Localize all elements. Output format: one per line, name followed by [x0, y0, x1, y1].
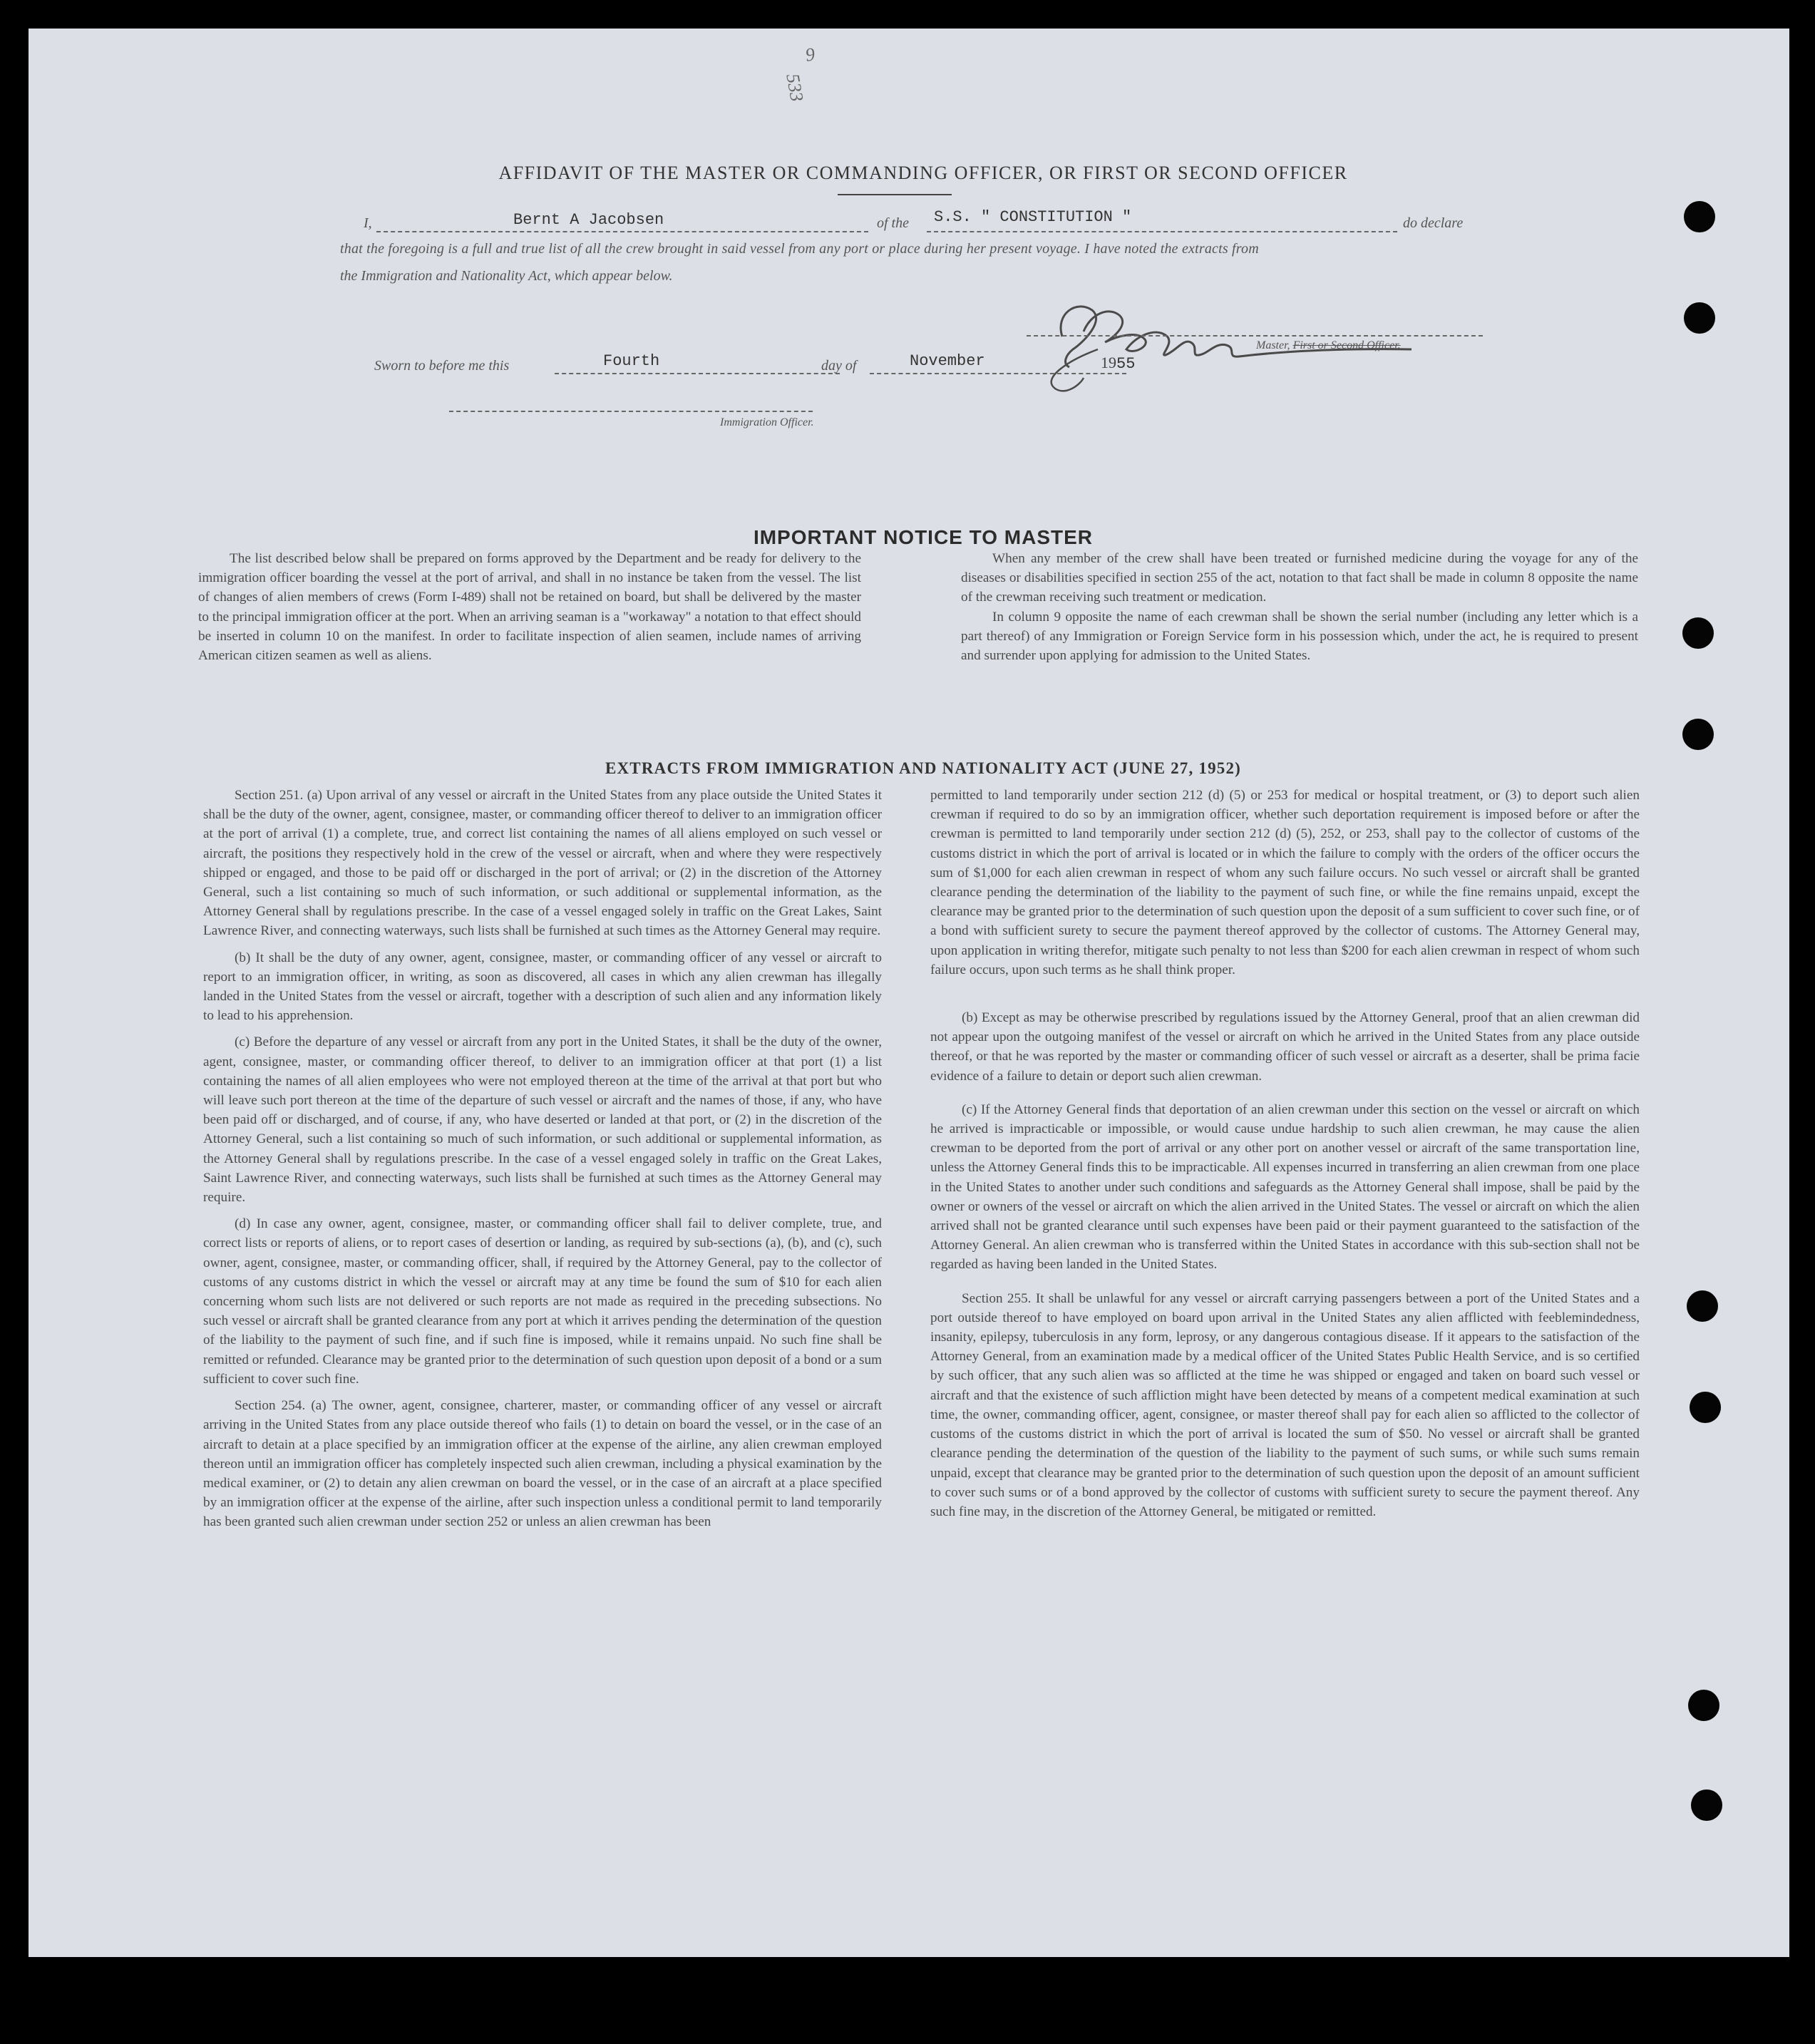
i-label: I, — [364, 215, 372, 231]
affidavit-title: AFFIDAVIT OF THE MASTER OR COMMANDING OFFICER, OR FIRST OR SECOND OFFICER — [498, 163, 1348, 183]
extract-paragraph: Section 254. (a) The owner, agent, consignee, charterer, master, or commanding officer of any vessel or aircraft arriving in the United States from any place outside thereof who fails (1) to detain on board the vessel, or in the case of an aircraft to detain at a place specified by an immigration officer at the expense of the airline, any alien crewman employed thereon until an immigration officer has completely inspected such alien crewman, including a physical examination by the medical examiner, or (2) to detain any alien crewman on board the vessel, or in the case of an aircraft at a place specified by an immigration officer at the expense of the airline, after such inspection unless a conditional permit to land temporarily has been granted such alien crewman under section 252 or unless an alien crewman has been — [203, 1398, 882, 1530]
binder-hole — [1684, 201, 1715, 232]
binder-hole — [1682, 617, 1714, 649]
notice-left-column — [198, 549, 861, 665]
master-title: Master, — [1256, 339, 1290, 351]
notice-paragraph: In column 9 opposite the name of each crewman shall be shown the serial number (including any letter which is a part thereof) of any Immigration or Foreign Service form in his possession which, under the act, he is required to present and surrender upon applying for admission to the United States. — [961, 609, 1638, 664]
of-the-label: of the — [877, 215, 909, 231]
officer-name-line — [376, 231, 868, 232]
sworn-label: Sworn to before me this — [374, 358, 510, 374]
extract-paragraph: (d) In case any owner, agent, consignee, master, or commanding officer shall fail to deliver complete, true, and correct lists or reports of aliens, or to report cases of desertion or landing, as required by sub-sections (a), (b), and (c), such owner, agent, consignee, master, or commanding officer, shall, if required by the Attorney General, pay to the collector of customs of any customs district in which the vessel or aircraft may at any time be found the sum of $10 for each alien concerning whom such lists are not delivered or such reports are not made as required in the preceding subsections. No such vessel or aircraft shall be granted clearance from any port at which it arrives pending the determination of the question of the liability to the payment of such fine, and if such fine is imposed, while it remains unpaid. No such fine shall be remitted or refunded. Clearance may be granted prior to the determination of such question upon deposit of a bond or a sum sufficient to cover such fine. — [203, 1216, 882, 1387]
sworn-year — [1101, 354, 1135, 373]
immigration-officer-label: Immigration Officer. — [720, 416, 814, 428]
sworn-month-line — [870, 373, 1126, 374]
declaration-text-line-2: the Immigration and Nationality Act, which appear below. — [340, 268, 673, 284]
sworn-day-line — [555, 373, 840, 374]
extract-paragraph: permitted to land temporarily under section 212 (d) (5) or 253 for medical or hospital treatment, or (3) to deport such alien crewman if required to do so by an immigration officer, whether such deportation requirement is imposed before or after the crewman is permitted to land temporarily under section 212 (d) (5), 252, or 253, shall pay to the collector of customs of the customs district in which the port of arrival is located or in which the failure to comply with the orders of the officer occurs the sum of $1,000 for each alien crewman in respect of whom any such failure occurs. No such vessel or aircraft shall be granted clearance pending the determination of the liability to the payment of such fine, or while the fine remains unpaid, except the clearance may be granted prior to the determination of such question upon the deposit of a sum sufficient to cover such fine, or of a bond with sufficient surety to secure the payment thereof approved by the collector of customs. The Attorney General may, upon application in writing therefor, mitigate such penalty to not less than $200 for each alien crewman in respect of whom such failure occurs, upon such terms as he shall think proper. — [930, 788, 1640, 977]
extracts-left-column — [203, 786, 882, 1532]
binder-hole — [1682, 719, 1714, 750]
do-declare-label: do declare — [1403, 215, 1464, 231]
immigration-officer-line — [449, 411, 813, 412]
binder-hole — [1688, 1690, 1719, 1721]
title-divider — [838, 194, 952, 195]
year-suffix: 55 — [1116, 355, 1136, 373]
binder-hole — [1691, 1789, 1722, 1821]
vessel-name: S.S. " CONSTITUTION " — [934, 208, 1132, 226]
notice-title: IMPORTANT NOTICE TO MASTER — [753, 526, 1094, 548]
extract-paragraph: (c) If the Attorney General finds that deportation of an alien crewman under this section on the vessel or aircraft on which he arrived is impracticable or impossible, or would cause undue hardship to such alien crewman, he may cause the alien crewman to be deported from the port of arrival or any other port on another vessel or aircraft of the same transportation line, unless the Attorney General finds this to be impracticable. All expenses incurred in transferring an alien crewman from one place in the United States to another under such conditions and safeguards as the Attorney General shall impose, shall be paid by the owner or owners of the vessel or aircraft on which the alien arrived in the United States. The vessel or aircraft on which the alien arrived shall not be granted clearance until such expenses have been paid or their payment guaranteed to the satisfaction of the Attorney General. An alien crewman who is transferred within the United States in accordance with this sub-section shall not be regarded as having been landed in the United States. — [930, 1101, 1640, 1273]
extract-paragraph: Section 255. It shall be unlawful for any vessel or aircraft carrying passengers between a port of the United States and a port outside thereof to have employed on board upon arrival in the United States any alien afflicted with feeblemindedness, insanity, epilepsy, tuberculosis in any form, leprosy, or any dangerous contagious disease. If it appears to the satisfaction of the Attorney General, from an examination made by a medical officer of the United States Public Health Service, and is so certified by such officer, that any such alien was so afflicted at the time he was shipped or engaged and taken on board such vessel or aircraft and that the existence of such affliction might have been detected by means of a competent medical examination at such time, the owner, commanding officer, agent, consignee, or master thereof shall pay for each alien so afflicted to the collector of customs of the customs district in which the port of arrival is located the sum of $50. No vessel or aircraft shall be granted clearance pending the determination of the question of the liability to the payment of such sums, or while such sums remain unpaid, except that clearance may be granted prior to the determination of such question upon the deposit of an amount sufficient to cover such sums or of a bond approved by the collector of customs with sufficient surety to secure the payment thereof. Any such fine may, in the discretion of the Attorney General, be mitigated or remitted. — [930, 1290, 1640, 1519]
master-label — [1256, 339, 1401, 352]
extracts-right-column — [930, 786, 1640, 1521]
year-prefix: 19 — [1101, 354, 1116, 371]
binder-hole — [1687, 1290, 1718, 1322]
officer-name: Bernt A Jacobsen — [513, 211, 664, 229]
extract-paragraph: (b) Except as may be otherwise prescribed by regulations issued by the Attorney General, proof that an alien crewman did not appear upon the outgoing manifest of the vessel or aircraft on which he arrived in the United States from any place outside thereof, or that he was reported by the master or commanding officer of such vessel or aircraft as a deserter, shall be prima facie evidence of a failure to detain or deport such alien crewman. — [930, 1010, 1640, 1084]
handwritten-page-mark: 9 — [803, 43, 816, 66]
binder-hole — [1684, 302, 1715, 334]
sworn-day: Fourth — [603, 352, 660, 370]
day-of-label: day of — [821, 358, 857, 374]
extract-paragraph: (b) It shall be the duty of any owner, agent, consignee, master, or commanding officer of any vessel or aircraft to report to an immigration officer, in writing, as soon as discovered, all cases in which any alien crewman has illegally landed in the United States from the vessel or aircraft, together with a description of such alien and any information likely to lead to his apprehension. — [203, 950, 882, 1024]
notice-paragraph: The list described below shall be prepared on forms approved by the Department and be ready for delivery to the immigration officer boarding the vessel at the port of arrival, and shall in no instance be taken from the vessel. The list of changes of alien members of crews (Form I-489) shall not be retained on board, but shall be delivered by the master to the principal immigration officer at the port. When an arriving seaman is a "workaway" a notation to that effect should be inserted in column 10 on the manifest. In order to facilitate inspection of alien seamen, include names of arriving American citizen seamen as well as aliens. — [198, 551, 861, 664]
extracts-title: EXTRACTS FROM IMMIGRATION AND NATIONALITY ACT (JUNE 27, 1952) — [605, 759, 1242, 777]
struck-officer-title: First or Second Officer. — [1292, 339, 1401, 351]
notice-right-column — [961, 549, 1638, 665]
declaration-text-line-1: that the foregoing is a full and true list of all the crew brought in said vessel from any port or place during her present voyage. I have noted the extracts from — [340, 241, 1259, 257]
master-signature-line — [1027, 335, 1483, 337]
extract-paragraph: Section 251. (a) Upon arrival of any vessel or aircraft in the United States from any place outside the United States it shall be the duty of the owner, agent, consignee, master, or commanding officer thereof to deliver to an immigration officer at the port of arrival (1) a complete, true, and correct list containing the names of all aliens employed on such vessel or aircraft, the positions they respectively hold in the crew of the vessel or aircraft, when and where they were respectively shipped or engaged, and those to be paid off or discharged in the port of arrival; or (2) in the discretion of the Attorney General, such a list containing so much of such information, or such additional or supplemental information, as the Attorney General shall by regulations prescribe. In the case of a vessel engaged solely in traffic on the Great Lakes, Saint Lawrence River, and connecting waterways, such lists shall be furnished at such times as the Attorney General may require. — [203, 788, 882, 939]
binder-hole — [1690, 1392, 1721, 1423]
extract-paragraph: (c) Before the departure of any vessel or aircraft from any port in the United States, it shall be the duty of the owner, agent, consignee, master, or commanding officer thereof, to deliver to an immigration officer at that port (1) a list containing the names of all alien employees who were not employed thereon at the time of the arrival at that port but who will leave such port thereon at the time of the departure of such vessel or aircraft and the names of those, if any, who have been paid off or discharged, and of course, if any, who have deserted or landed at that port, or (2) in the discretion of the Attorney General, such a list containing so much of such information, or such additional or supplemental information, as the Attorney General shall by regulations prescribe. In the case of a vessel engaged solely in traffic on the Great Lakes, Saint Lawrence River, and connecting waterways, such lists shall be furnished at such times as the Attorney General may require. — [203, 1034, 882, 1206]
sworn-month: November — [910, 352, 985, 370]
notice-paragraph: When any member of the crew shall have been treated or furnished medicine during the voyage for any of the diseases or disabilities specified in section 255 of the act, notation to that fact shall be made in column 8 opposite the name of the crewman receiving such treatment or medication. — [961, 551, 1638, 605]
handwritten-page-number: 533 — [782, 72, 808, 103]
vessel-name-line — [927, 231, 1397, 232]
document-page — [29, 29, 1789, 1957]
